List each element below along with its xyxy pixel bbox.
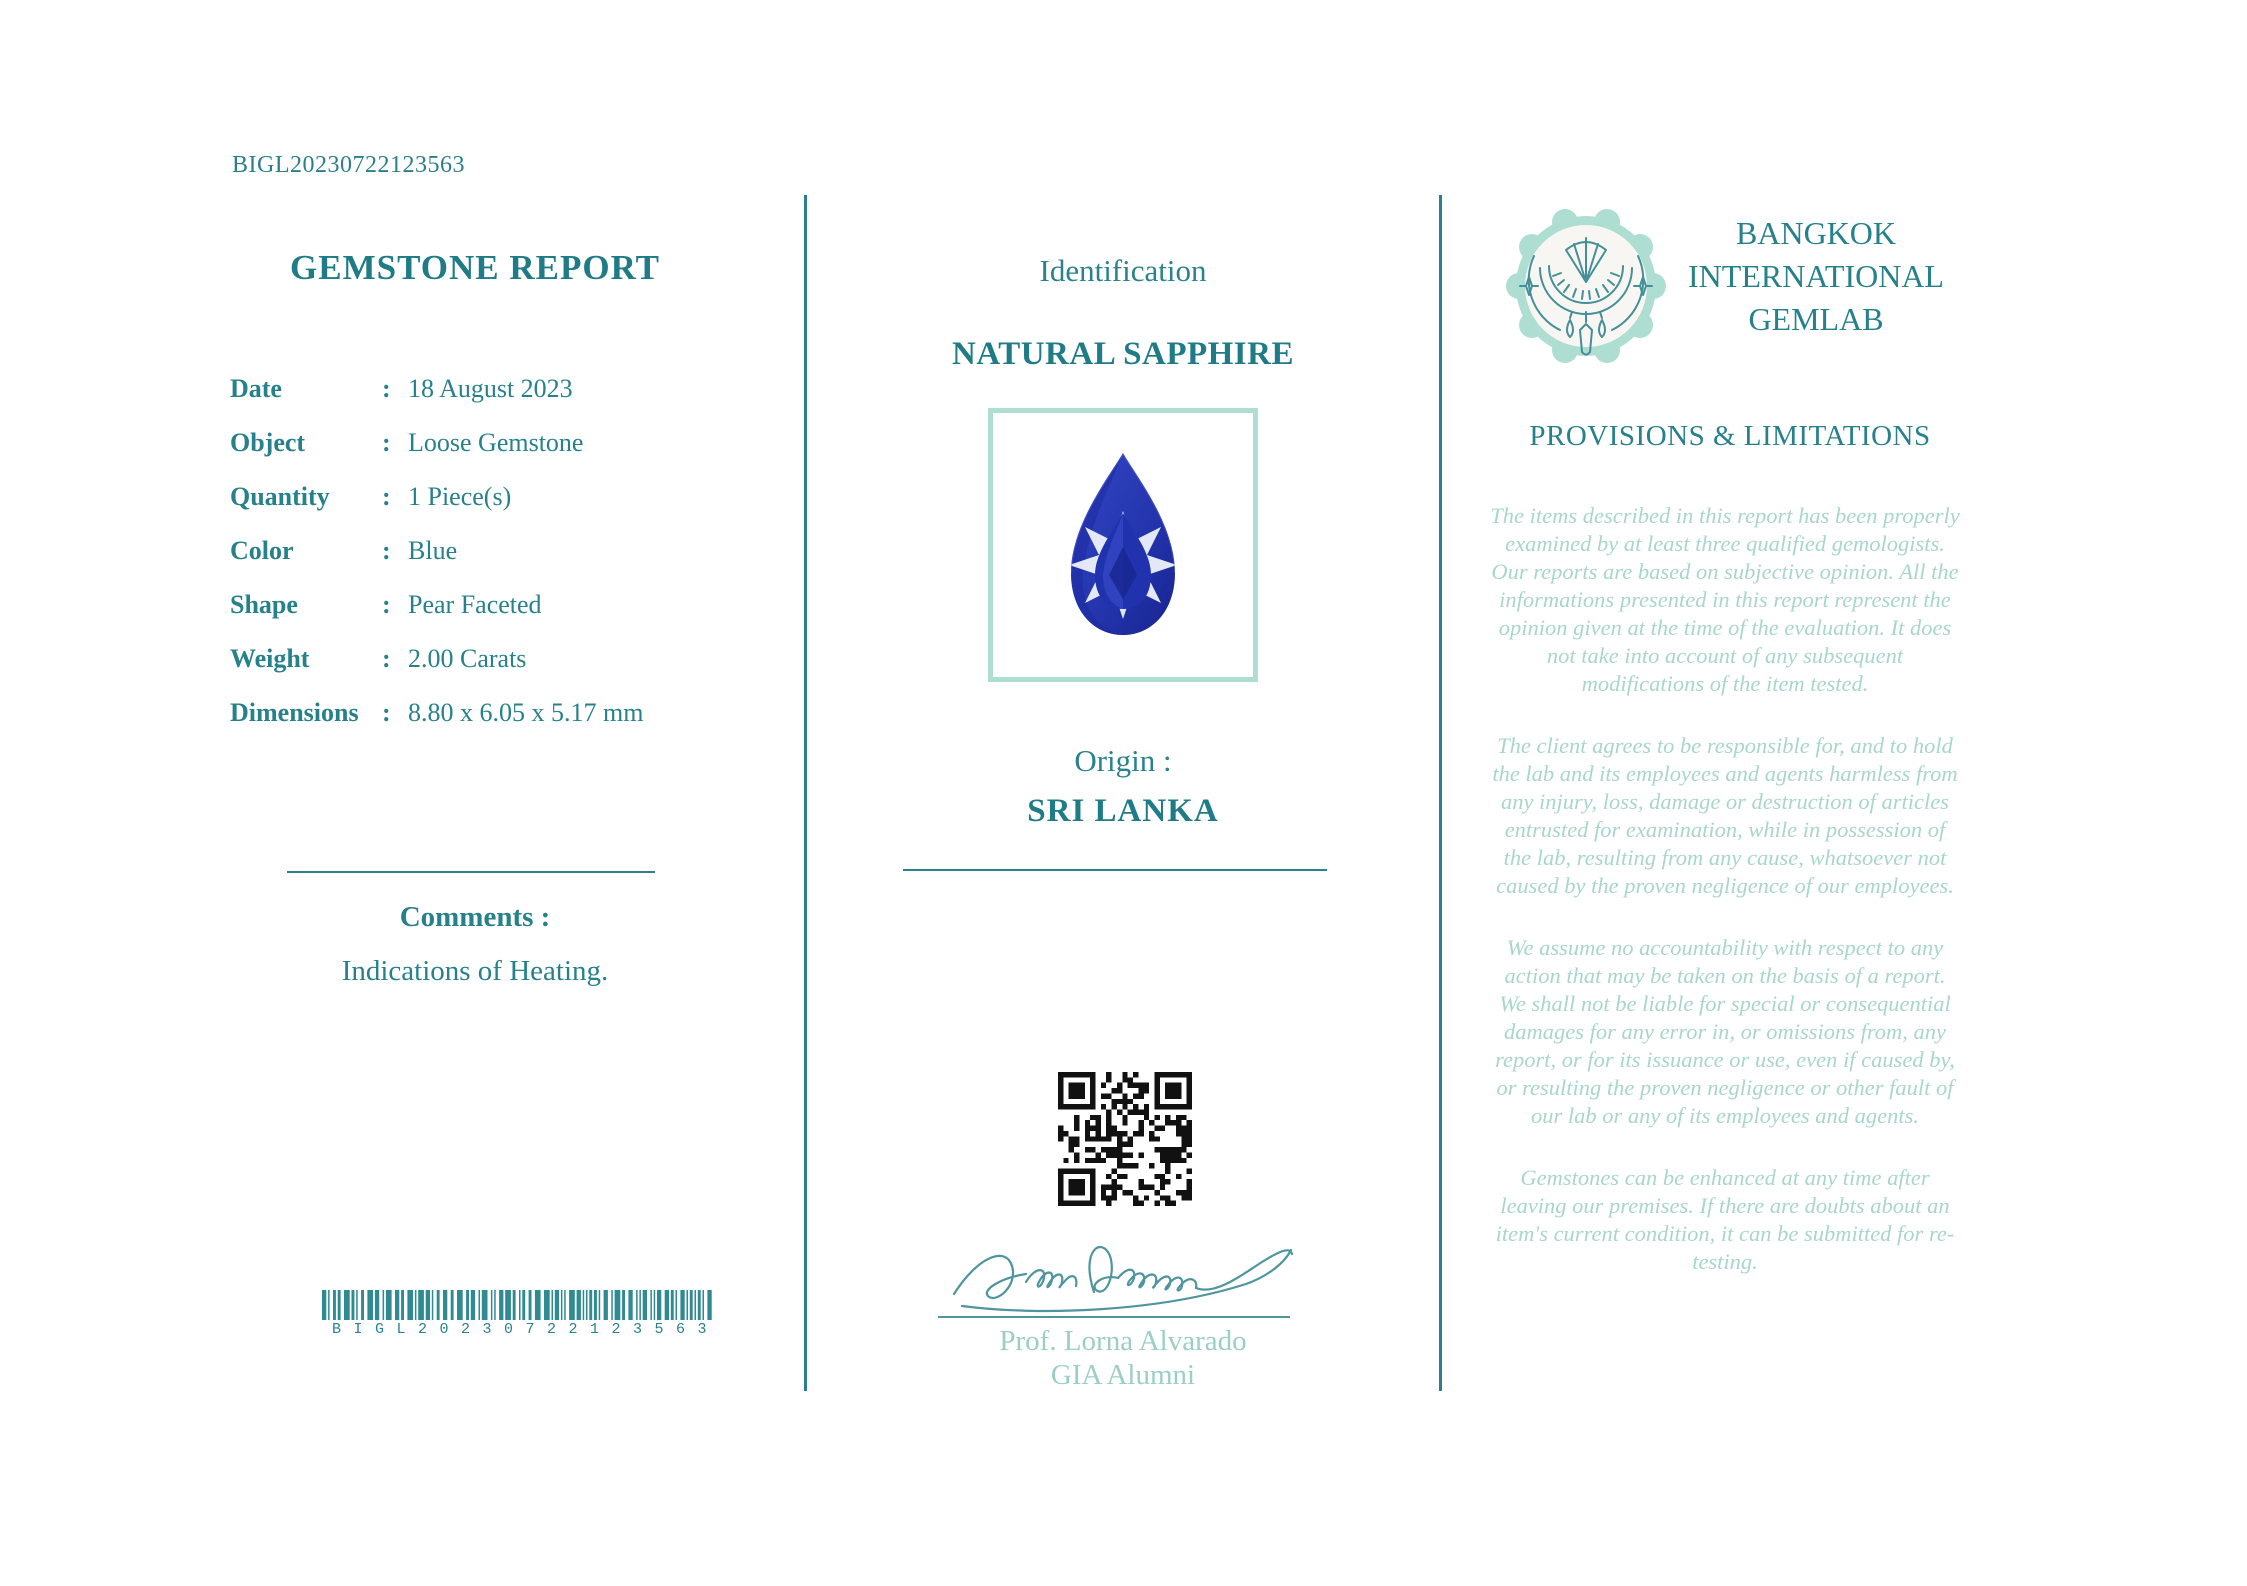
column-divider-left bbox=[804, 195, 807, 1391]
gemstone-photo-frame bbox=[988, 408, 1258, 682]
barcode-text: BIGL20230722123563 bbox=[332, 1321, 720, 1338]
field-separator: : bbox=[382, 482, 391, 511]
provision-paragraph: The client agrees to be responsible for, and to hold the lab and its employees and agents harmless from any injury, loss, damage or destruction of articles entrusted for examination, while in possession of the lab, resulting from any cause, whatsoever not caused by the proven negligence of our employees. bbox=[1492, 733, 1958, 898]
signer-name: Prof. Lorna Alvarado bbox=[999, 1325, 1247, 1357]
gemstone-photo bbox=[1052, 447, 1194, 643]
field-label: Weight bbox=[230, 644, 310, 673]
comments-text: Indications of Heating. bbox=[341, 955, 609, 987]
field-separator: : bbox=[382, 590, 391, 619]
gemlab-logo bbox=[1504, 204, 1668, 368]
provision-paragraph: Gemstones can be enhanced at any time after leaving our premises. If there are doubts about an item's current condition, it can be submitted for re-testing. bbox=[1495, 1165, 1955, 1274]
signature-line bbox=[938, 1316, 1290, 1318]
field-separator: : bbox=[382, 428, 391, 457]
field-label: Date bbox=[230, 374, 282, 403]
provision-paragraph: We assume no accountability with respect to any action that may be taken on the basis of a report. We shall not be liable for special or consequential damages for any error in, or omissions from, any report, or for its issuance or use, even if caused by, or resulting the proven negligence or other fault of our lab or any of its employees and agents. bbox=[1495, 935, 1955, 1128]
table-row bbox=[230, 686, 720, 740]
field-value: Loose Gemstone bbox=[408, 428, 584, 457]
field-separator: : bbox=[382, 536, 391, 565]
report-fields-table bbox=[230, 362, 720, 740]
field-separator: : bbox=[382, 698, 391, 727]
identification-heading: Identification bbox=[1039, 253, 1207, 288]
table-row bbox=[230, 416, 720, 470]
comments-heading: Comments : bbox=[399, 901, 551, 933]
table-row bbox=[230, 362, 720, 416]
field-label: Dimensions bbox=[230, 698, 359, 727]
table-row bbox=[230, 470, 720, 524]
field-value: 18 August 2023 bbox=[408, 374, 573, 403]
field-label: Quantity bbox=[230, 482, 330, 511]
signature bbox=[948, 1230, 1296, 1316]
provision-paragraph: The items described in this report has been properly examined by at least three qualified gemologists. Our reports are based on subjective opinion. All the informations presented in this report represent the opinion given at the time of the evaluation. It does not take into account of any subsequent modifications of the item tested. bbox=[1490, 503, 1960, 696]
report-number: BIGL20230722123563 bbox=[232, 152, 465, 178]
provisions-paragraphs bbox=[1490, 502, 1960, 1310]
table-row bbox=[230, 524, 720, 578]
signer-title: GIA Alumni bbox=[1050, 1359, 1196, 1391]
report-title: GEMSTONE REPORT bbox=[290, 248, 660, 287]
field-value: Pear Faceted bbox=[408, 590, 542, 619]
provisions-title: PROVISIONS & LIMITATIONS bbox=[1529, 420, 1931, 452]
table-row bbox=[230, 578, 720, 632]
field-label: Color bbox=[230, 536, 294, 565]
lab-name: BANGKOK INTERNATIONAL GEMLAB bbox=[1688, 215, 1944, 337]
qr-code bbox=[1058, 1072, 1192, 1206]
origin-value: SRI LANKA bbox=[1027, 793, 1219, 829]
table-row bbox=[230, 632, 720, 686]
field-value: 2.00 Carats bbox=[408, 644, 527, 673]
origin-divider-line bbox=[903, 869, 1327, 871]
field-value: 1 Piece(s) bbox=[408, 482, 512, 511]
field-label: Object bbox=[230, 428, 306, 457]
comments-divider-line bbox=[287, 871, 655, 873]
barcode bbox=[322, 1290, 714, 1320]
field-label: Shape bbox=[230, 590, 298, 619]
barcode-block bbox=[322, 1290, 720, 1338]
identification-value: NATURAL SAPPHIRE bbox=[951, 336, 1294, 372]
column-divider-right bbox=[1439, 195, 1442, 1391]
field-value: Blue bbox=[408, 536, 458, 565]
field-separator: : bbox=[382, 374, 391, 403]
field-value: 8.80 x 6.05 x 5.17 mm bbox=[408, 698, 644, 727]
field-separator: : bbox=[382, 644, 391, 673]
origin-heading: Origin : bbox=[1074, 743, 1172, 778]
